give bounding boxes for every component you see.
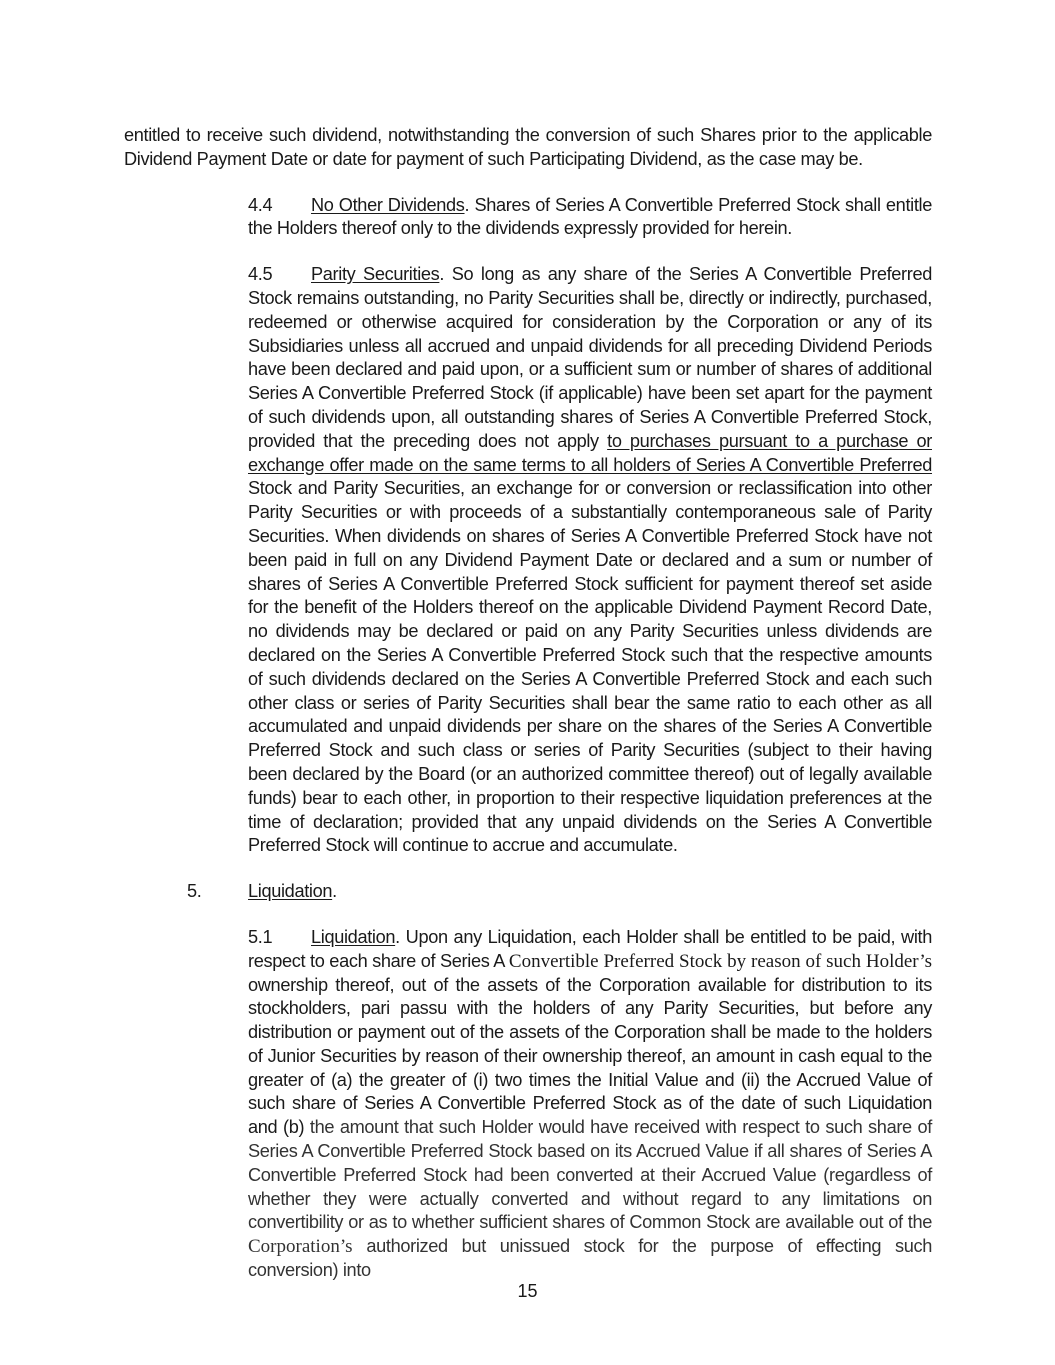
section-body-part-a: . So long as any share of the Series A Convertible Preferred Stock remains outstanding, no Parity Securities shall be, directly or indirectly, purchased, redeemed or otherwise acquired for consideration by the Corporation or any of its Subsidiaries unless all accrued and unpaid dividends for all preceding Dividend Periods have been declared and paid upon, or a sufficient sum or number of shares of additional Series A Convertible Preferred Stock (if applicable) have been set apart for the payment of such dividends upon, all outstanding shares of Series A Convertible Preferred Stock, provided that the preceding does not apply	[248, 264, 932, 451]
section-body: . Shares of Series A Convertible Preferred Stock shall entitle the Holders thereof only to the dividends expressly provided for herein.	[248, 194, 932, 239]
section-title-suffix: .	[332, 881, 337, 902]
section-body-end: authorized but unissued stock for the purpose of effecting such conversion) into	[248, 1236, 932, 1281]
section-body-serif-end: Corporation’s	[248, 1236, 353, 1258]
section-number: 4.4	[248, 194, 273, 215]
section-5-1	[124, 926, 932, 1283]
paragraph-intro: entitled to receive such dividend, notwithstanding the conversion of such Shares prior to the applicable Dividend Payment Date or date for payment of such Participating Dividend, as the case may be.	[124, 125, 932, 169]
section-body-part-b: ownership thereof, out of the assets of the Corporation available for distribution to its stockholders, pari passu with the holders of any Parity Securities, but before any distribution or payment out of the assets of the Corporation shall be made to the holders of Junior Securities by reason of their ownership thereof, an amount in cash equal to the greater of (a) the greater of (i) two times the Initial Value and (ii) the Accrued Value of such share of Series A Convertible Preferred Stock as of the date of such Liquidation and (b)	[248, 974, 932, 1138]
section-body-underlined: to purchases pursuant to a purchase or exchange offer made on the same terms to all holders of Series A Convertible Preferred	[248, 430, 932, 475]
section-title: Liquidation	[311, 926, 396, 947]
section-number: 5.	[187, 881, 202, 902]
section-body-part-a: . Upon any Liquidation, each Holder shall be entitled to be paid, with respect to each share of Series A	[248, 926, 932, 971]
section-4-4	[124, 194, 932, 242]
section-body-part-b: Stock and Parity Securities, an exchange for or conversion or reclassification into other Parity Securities or with proceeds of a substantially contemporaneous sale of Parity Securities. When dividends on shares of Series A Convertible Preferred Stock have not been paid in full on any Dividend Payment Date or declared and a sum or number of shares of Series A Convertible Preferred Stock sufficient for payment thereof set aside for the benefit of the Holders thereof on the applicable Dividend Payment Record Date, no dividends may be declared or paid on any Parity Securities unless dividends are declared on the Series A Convertible Preferred Stock such that the respective amounts of such dividends declared on the Series A Convertible Preferred Stock and each such other class or series of Parity Securities shall bear the same ratio to each other as all accumulated and unpaid dividends per share on the shares of the Series A Convertible Preferred Stock and such class or series of Parity Securities (subject to their having been declared by the Board (or an authorized committee thereof) out of legally available funds) bear to each other, in proportion to their respective liquidation preferences at the time of declaration; provided that any unpaid dividends on the Series A Convertible Preferred Stock will continue to accrue and accumulate.	[248, 478, 932, 856]
section-number: 5.1	[248, 926, 273, 947]
section-4-5	[124, 263, 932, 858]
section-title: No Other Dividends	[311, 194, 465, 215]
page-number: 15	[517, 1281, 538, 1301]
section-body-serif: Convertible Preferred Stock by reason of such Holder’s	[508, 950, 932, 972]
document-page	[124, 124, 932, 1283]
section-number: 4.5	[248, 264, 273, 285]
section-title: Parity Securities	[311, 264, 440, 285]
section-5-heading	[124, 880, 932, 904]
section-body-grey: the amount that such Holder would have received with respect to such share of Series A Convertible Preferred Stock based on its Accrued Value if all shares of Series A Convertible Preferred Stock had been converted at their Accrued Value (regardless of whether they were actually converted and without regard to any limitations on convertibility or as to whether sufficient shares of Common Stock are available out of the	[248, 1117, 932, 1233]
section-title: Liquidation	[248, 881, 333, 902]
